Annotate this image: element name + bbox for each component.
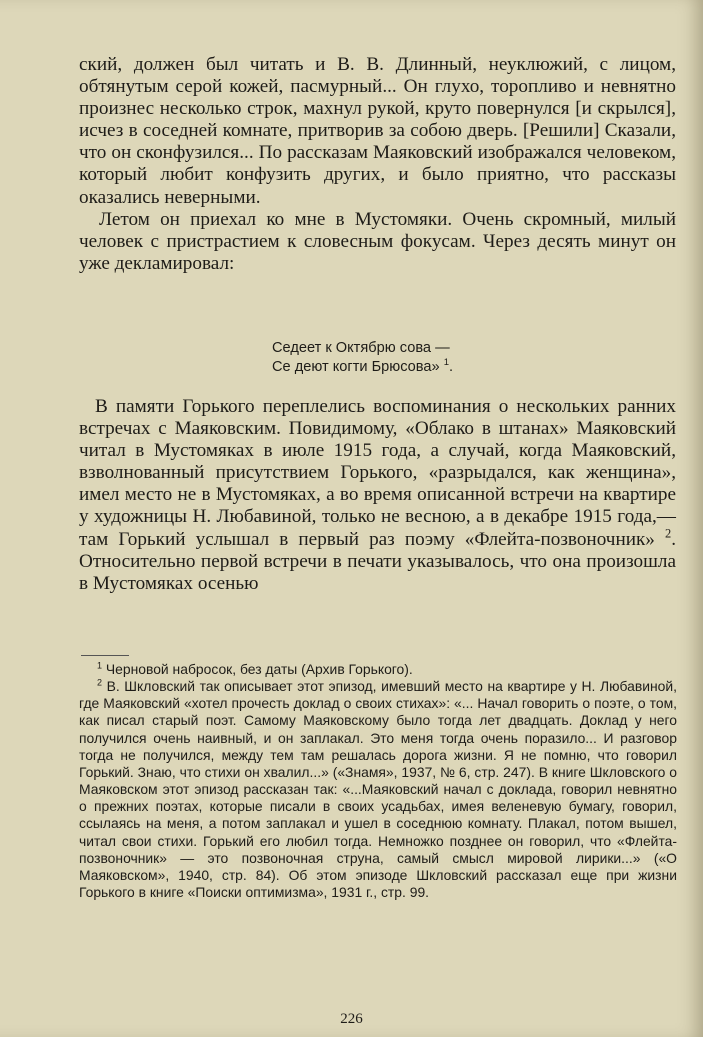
footnote-ref-1: 1 [443,356,449,368]
footnote-2: $^2$ В. Шкловский так описывает этот эпизод, имевший место на квартире у Н. Любавиной, где Маяковский «хотел прочесть доклад о своих стихах»: «... Начал говорить о поэте, о том, как писал старый поэт. Самому Маяковскому было тогда лет двадцать. Доклад у него получился очень наивный, и он заплакал. Это меня тогда очень поразило... И разговор тогда не получился, между тем там решалась дорога жизни. Я не помню, что говорил Горький. Знаю, что стихи он хвалил...» («Знамя», 1937, № 6, стр. 247). В книге Шкловского о Маяковском этот эпизод рассказан так: «...Маяковский начал с доклада, говорил невнятно о прежних поэтах, которые писали в своих усадьбах, имея веленевую бумагу, говорил, ссылаясь на меня, а потом заплакал и ушел в соседнюю комнату. Плакал, потом вышел, читал свои стихи. Горький его любил тогда. Немножко позднее он говорил, что «Флейта-позвоночник» — это позвоночная струна, самый смысл мировой лирики...» («О Маяковском», 1940, стр. 84). Об этом эпизоде Шкловский рассказал еще при жизни Горького в книге «Поиски оптимизма», 1931 г., стр. 99. [79,677,678,901]
verse-quote [272,339,453,376]
verse-line-1: Седеет к Октябрю сова — [272,340,450,356]
verse-line-2: Се деют когти Брюсова» $^1$. [272,356,454,375]
footnote-divider [81,655,129,656]
footnote-ref-2: 2 [664,526,672,541]
footnotes [79,661,677,901]
footnote-1: $^1$ Черновой набросок, без даты (Архив Горького). [97,660,413,677]
paragraph-memory: В памяти Горького переплелись воспоминания о нескольких ранних встречах с Маяковским. Повидимому, «Облако в штанах» Маяковский читал в Мустомяках в июле 1915 года, а случай, когда Маяковский, взволнованный присутствием Горького, «разрыдался, как женщина», имел место не в Мустомяках, а во время описанной встречи на квартире у художницы Н. Любавиной, только не весною, а в декабре 1915 года,— там Горький услышал в первый раз поэму «Флейта-позвоночник» $^2$. Относительно первой встречи в печати указывалось, что она произошла в Мустомяках осенью [79,396,677,594]
page-number: 226 [340,1011,363,1027]
paragraph-summer-visit: Летом он приехал ко мне в Мустомяки. Очень скромный, милый человек с пристрастием к словесным фокусам. Через десять минут он уже декламировал: [79,208,676,274]
paragraph-continuation: ский, должен был читать и В. В. Длинный, неуклюжий, с лицом, обтянутым серой кожей, пасмурный... Он глухо, торопливо и невнятно произнес несколько строк, махнул рукой, круто повернулся [и скрылся], исчез в соседней комнате, притворив за собою дверь. [Решили] Сказали, что он сконфузился... По рассказам Маяковский изображался человеком, который любит конфузить других, и было приятно, что рассказы оказались неверными. [79,54,676,208]
main-text [79,54,676,275]
